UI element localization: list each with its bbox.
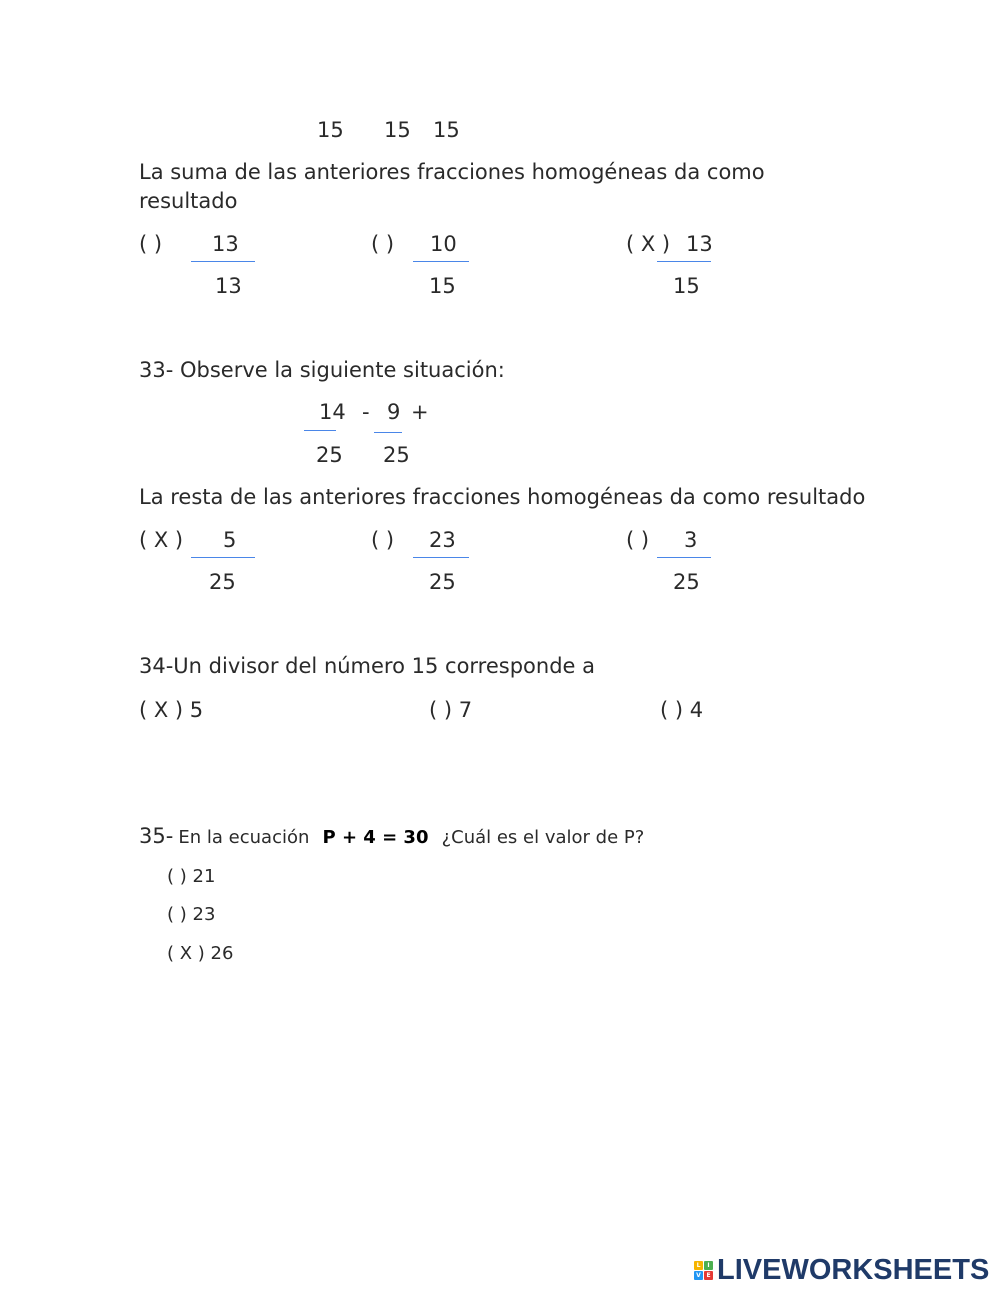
q33-option-b-numerator: 23 [429, 528, 456, 552]
liveworksheets-logo-icon [694, 1261, 713, 1280]
q33-title: 33- Observe la siguiente situación: [139, 358, 505, 382]
q33-expr-operator-1: - [362, 400, 370, 424]
q33-option-a-mark[interactable]: ( X ) [139, 528, 184, 552]
q33-option-b-denominator: 25 [429, 570, 456, 594]
fraction-bar [191, 557, 255, 558]
logo-tile-l: L [694, 1261, 703, 1270]
logo-tile-i: I [704, 1261, 713, 1270]
q32-option-b-numerator: 10 [430, 232, 457, 256]
q33-expr-denominator-1: 25 [316, 443, 343, 467]
q35-equation: P + 4 = 30 [322, 827, 429, 848]
q32-option-c-denominator: 15 [673, 274, 700, 298]
q33-expr-numerator-1: 14 [319, 400, 346, 424]
q33-expr-denominator-2: 25 [383, 443, 410, 467]
q32-option-a-numerator: 13 [212, 232, 239, 256]
q34-option-a[interactable]: ( X ) 5 [139, 698, 204, 722]
q32-option-b-denominator: 15 [429, 274, 456, 298]
fraction-bar [413, 261, 469, 262]
q35-number: 35- [139, 824, 174, 848]
q35-option-b[interactable]: ( ) 23 [167, 904, 216, 925]
q32-denominator-3: 15 [433, 118, 460, 142]
q33-option-b-mark[interactable]: ( ) [371, 528, 395, 552]
q33-prompt: La resta de las anteriores fracciones homogéneas da como resultado [139, 485, 866, 509]
fraction-bar [374, 432, 402, 433]
q34-title: 34-Un divisor del número 15 corresponde a [139, 654, 596, 678]
q32-denominator-1: 15 [317, 118, 344, 142]
fraction-bar [304, 430, 336, 431]
q32-option-c-mark[interactable]: ( X ) [626, 232, 671, 256]
fraction-bar [413, 557, 469, 558]
q35-option-a[interactable]: ( ) 21 [167, 866, 216, 887]
q32-option-a-denominator: 13 [215, 274, 242, 298]
fraction-bar [657, 261, 711, 262]
q32-denominator-2: 15 [384, 118, 411, 142]
q33-option-a-denominator: 25 [209, 570, 236, 594]
q34-option-b[interactable]: ( ) 7 [429, 698, 473, 722]
q32-option-c-numerator: 13 [686, 232, 713, 256]
logo-tile-e: E [704, 1271, 713, 1280]
liveworksheets-logo[interactable] [694, 1253, 990, 1286]
q35-prompt [139, 826, 644, 847]
q35-option-c[interactable]: ( X ) 26 [167, 943, 234, 964]
fraction-bar [191, 261, 255, 262]
fraction-bar [657, 557, 711, 558]
q33-option-c-numerator: 3 [684, 528, 698, 552]
q35-text-before: En la ecuación [178, 827, 310, 848]
q32-prompt-line2: resultado [139, 189, 238, 213]
logo-tile-v: V [694, 1271, 703, 1280]
liveworksheets-brand: LIVEWORKSHEETS [717, 1253, 990, 1286]
q33-expr-numerator-2: 9 [387, 400, 401, 424]
q32-prompt-line1: La suma de las anteriores fracciones homogéneas da como [139, 160, 765, 184]
q34-option-c[interactable]: ( ) 4 [660, 698, 704, 722]
q32-option-a-mark[interactable]: ( ) [139, 232, 163, 256]
q33-option-a-numerator: 5 [223, 528, 237, 552]
q32-option-b-mark[interactable]: ( ) [371, 232, 395, 256]
q35-text-after: ¿Cuál es el valor de P? [441, 827, 645, 848]
q33-expr-operator-2: + [411, 400, 429, 424]
q33-option-c-mark[interactable]: ( ) [626, 528, 650, 552]
q33-option-c-denominator: 25 [673, 570, 700, 594]
